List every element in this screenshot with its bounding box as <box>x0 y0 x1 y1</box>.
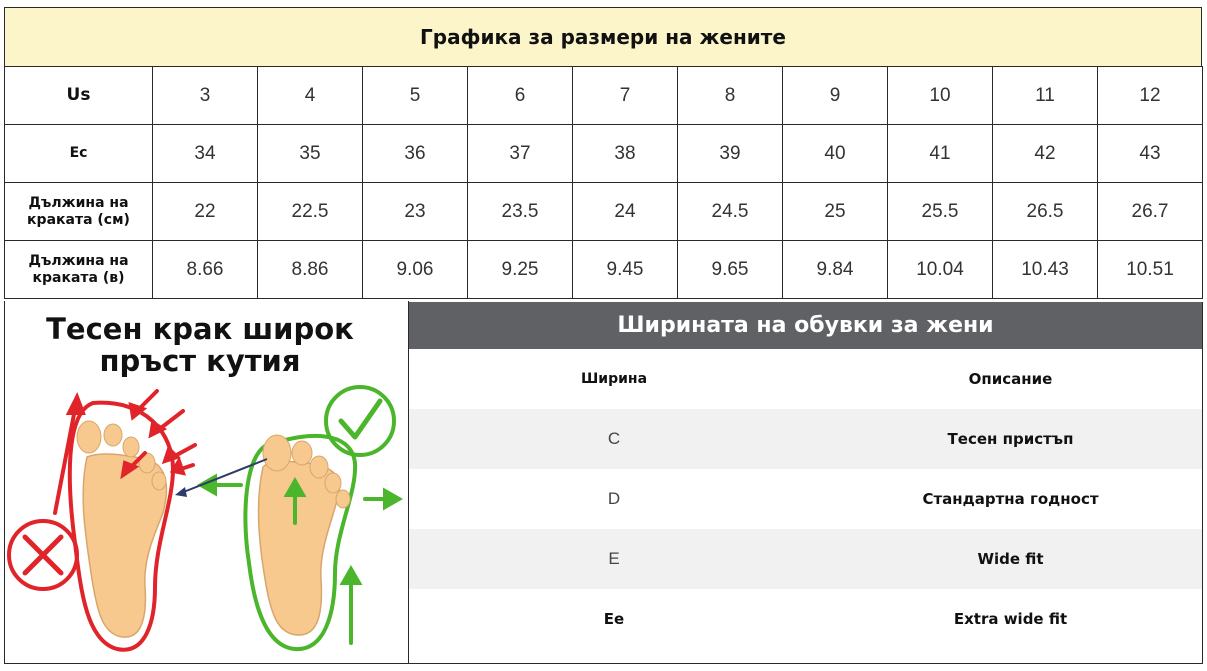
cell: 11 <box>993 67 1098 125</box>
cell: 5 <box>363 67 468 125</box>
illustration-heading <box>5 313 395 377</box>
cell: 10.43 <box>993 241 1098 299</box>
cell: 26.5 <box>993 183 1098 241</box>
cell: 41 <box>888 125 993 183</box>
cell: 9.65 <box>678 241 783 299</box>
width-value: Ee <box>603 610 625 628</box>
width-desc: Extra wide fit <box>953 610 1068 628</box>
cell: 9.25 <box>468 241 573 299</box>
cell: 42 <box>993 125 1098 183</box>
cell: 22 <box>153 183 258 241</box>
row-label-length-in: Дължина на краката (в) <box>5 241 153 299</box>
heading-line-2: пръст кутия <box>99 344 301 378</box>
cell: 6 <box>468 67 573 125</box>
width-value: C <box>607 429 621 448</box>
width-row <box>409 409 1202 469</box>
cell: 38 <box>573 125 678 183</box>
cell: 3 <box>153 67 258 125</box>
row-length-cm <box>5 183 1203 241</box>
row-us <box>5 67 1203 125</box>
width-desc: Wide fit <box>977 550 1044 568</box>
narrow-foot-icon <box>55 391 195 650</box>
cell: 25.5 <box>888 183 993 241</box>
row-ec <box>5 125 1203 183</box>
size-chart <box>4 7 1202 664</box>
check-icon <box>326 387 394 455</box>
cell: 36 <box>363 125 468 183</box>
cell: 23.5 <box>468 183 573 241</box>
width-panel-title: Ширината на обувки за жени <box>409 302 1202 349</box>
cell: 43 <box>1098 125 1203 183</box>
col-width-header: Ширина <box>580 371 648 387</box>
col-desc-header: Описание <box>968 370 1053 388</box>
feet-illustration <box>5 373 408 663</box>
width-value: E <box>608 549 620 568</box>
cell: 12 <box>1098 67 1203 125</box>
width-panel <box>408 302 1203 664</box>
cell: 26.7 <box>1098 183 1203 241</box>
cell: 10 <box>888 67 993 125</box>
cell: 39 <box>678 125 783 183</box>
cell: 22.5 <box>258 183 363 241</box>
row-label-ec: Ec <box>5 125 153 183</box>
cell: 24.5 <box>678 183 783 241</box>
cross-icon <box>9 521 77 589</box>
chart-title: Графика за размери на жените <box>4 7 1202 67</box>
cell: 35 <box>258 125 363 183</box>
width-row <box>409 589 1202 649</box>
cell: 9.45 <box>573 241 678 299</box>
cell: 34 <box>153 125 258 183</box>
cell: 9 <box>783 67 888 125</box>
heading-line-1: Тесен крак широк <box>46 312 354 346</box>
width-row <box>409 469 1202 529</box>
cell: 10.04 <box>888 241 993 299</box>
width-value: D <box>607 489 621 508</box>
cell: 9.84 <box>783 241 888 299</box>
width-desc: Тесен пристъп <box>947 430 1074 448</box>
cell: 9.06 <box>363 241 468 299</box>
size-table <box>4 66 1203 299</box>
width-header-row <box>409 349 1202 409</box>
cell: 37 <box>468 125 573 183</box>
row-label-length-cm: Дължина на краката (см) <box>5 183 153 241</box>
wide-foot-icon <box>175 435 399 649</box>
row-label-us: Us <box>5 67 153 125</box>
cell: 25 <box>783 183 888 241</box>
cell: 7 <box>573 67 678 125</box>
cell: 23 <box>363 183 468 241</box>
cell: 8.86 <box>258 241 363 299</box>
cell: 8.66 <box>153 241 258 299</box>
cell: 4 <box>258 67 363 125</box>
cell: 40 <box>783 125 888 183</box>
foot-illustration-panel <box>4 301 409 664</box>
row-length-in <box>5 241 1203 299</box>
cell: 8 <box>678 67 783 125</box>
width-row <box>409 529 1202 589</box>
cell: 10.51 <box>1098 241 1203 299</box>
width-desc: Стандартна годност <box>922 490 1099 508</box>
cell: 24 <box>573 183 678 241</box>
